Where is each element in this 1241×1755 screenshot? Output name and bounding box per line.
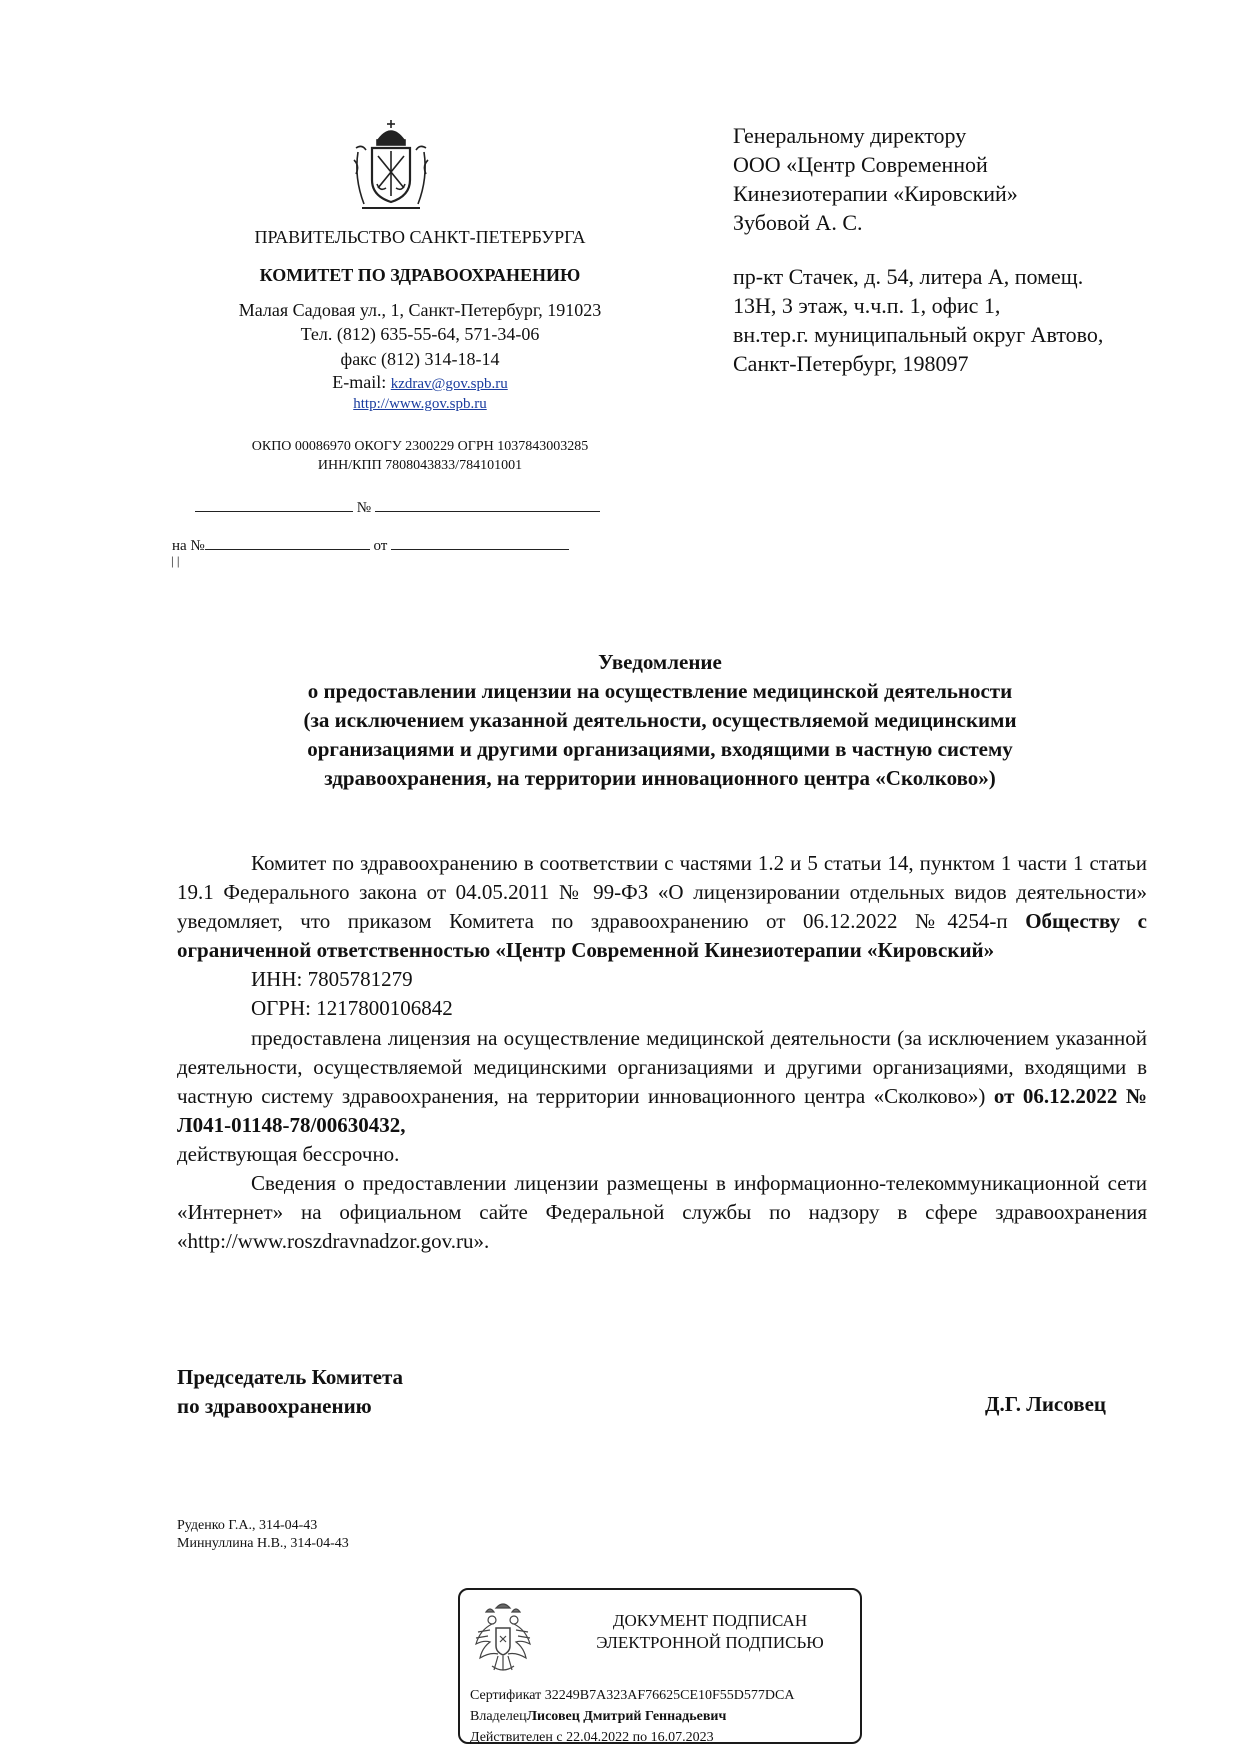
ot-label: от (373, 538, 388, 554)
stamp-header-line: ДОКУМЕНТ ПОДПИСАН (612, 1611, 808, 1630)
addressee-line: ООО «Центр Современной (733, 152, 988, 177)
licensee-inn: ИНН: 7805781279 (251, 967, 413, 992)
field-marks: | | (171, 553, 180, 568)
na-number-label: на № (172, 538, 205, 554)
addressee-line: Генеральному директору (733, 123, 967, 148)
certificate-validity: Действителен с 22.04.2022 по 16.07.2023 (470, 1730, 714, 1745)
email-link[interactable]: kzdrav@gov.spb.ru (390, 376, 508, 392)
outgoing-date-blank (195, 497, 353, 512)
executor-line: Миннуллина Н.В., 314-04-43 (177, 1536, 349, 1551)
document-body (177, 849, 1147, 1256)
stamp-header-line: ЭЛЕКТРОННОЙ ПОДПИСЬЮ (596, 1633, 824, 1652)
electronic-signature-stamp (458, 1588, 862, 1744)
position-line: Председатель Комитета (177, 1365, 404, 1389)
addressee-block (733, 121, 1103, 378)
spb-coat-of-arms-icon (350, 118, 432, 214)
owner-label: Владелец (470, 1709, 527, 1724)
addressee-address-line: вн.тер.г. муниципальный округ Автово, (733, 322, 1104, 347)
title-line: о предоставлении лицензии на осуществление медицинской деятельности (307, 679, 1013, 703)
committee-name: КОМИТЕТ ПО ЗДРАВООХРАНЕНИЮ (259, 265, 581, 285)
outgoing-registration-line (195, 497, 600, 517)
inn-kpp: ИНН/КПП 7808043833/784101001 (317, 458, 523, 473)
license-number: от 06.12.2022 № Л041-01148-78/00630432, (177, 1083, 1147, 1137)
addressee-line: Зубовой А. С. (733, 210, 863, 235)
title-line: Уведомление (598, 650, 722, 674)
stamp-details (470, 1685, 794, 1748)
title-line: здравоохранения, на территории инновационного центра «Сколково») (324, 766, 996, 790)
license-validity: действующая бессрочно. (177, 1141, 400, 1166)
outgoing-number-blank (375, 497, 600, 512)
sender-website-line (160, 395, 680, 413)
website-link[interactable]: http://www.gov.spb.ru (353, 396, 487, 412)
licensee-ogrn: ОГРН: 1217800106842 (251, 996, 453, 1021)
number-sign: № (356, 500, 372, 516)
body-paragraph-3: Сведения о предоставлении лицензии размещены в информационно-телекоммуникационной сети «Интернет» на официальном сайте Федеральной службы по надзору в сфере здравоохранения «http://www.roszdravnadzor.gov.ru». (177, 1171, 1147, 1254)
position-line: по здравоохранению (177, 1394, 372, 1418)
paragraph-2-text: предоставлена лицензия на осуществление медицинской деятельности (за исключением указанной деятельности, осуществляемой медицинскими организациями и другими организациями, входящими в частную систему здравоохранения, на территории инновационного центра «Сколково») (177, 1025, 1147, 1108)
body-paragraph-2 (177, 1024, 1147, 1140)
title-line: (за исключением указанной деятельности, осуществляемой медицинскими (303, 708, 1017, 732)
reference-number-blank (205, 535, 370, 550)
signatory-position (177, 1363, 403, 1421)
licensee-name: Обществу с ограниченной ответственностью «Центр Современной Кинезиотерапии «Кировский» (177, 909, 1147, 963)
title-line: организациями и другими организациями, входящими в частную систему (307, 737, 1013, 761)
document-title (160, 648, 1160, 793)
government-name: ПРАВИТЕЛЬСТВО САНКТ-ПЕТЕРБУРГА (254, 227, 586, 247)
executor-line: Руденко Г.А., 314-04-43 (177, 1518, 318, 1533)
sender-address: Малая Садовая ул., 1, Санкт-Петербург, 191023 (238, 300, 602, 320)
incoming-reference-line (172, 535, 569, 555)
addressee-line: Кинезиотерапии «Кировский» (733, 181, 1018, 206)
owner-name: Лисовец Дмитрий Геннадьевич (526, 1709, 727, 1724)
certificate-owner (470, 1706, 794, 1727)
paragraph-1-text: Комитет по здравоохранению в соответствии с частями 1.2 и 5 статьи 14, пунктом 1 части 1 статьи 19.1 Федерального закона от 04.05.2011 № 99-ФЗ «О лицензировании отдельных видов деятельности» уведомляет, что приказом Комитета по здравоохранению от 06.12.2022 №4254-п (177, 851, 1147, 934)
organization-codes: ОКПО 00086970 ОКОГУ 2300229 ОГРН 1037843003285 (251, 439, 589, 454)
russian-coat-of-arms-icon (472, 1600, 534, 1674)
sender-fax: факс (812) 314-18-14 (340, 349, 500, 369)
certificate-number: Сертификат 32249B7A323AF76625CE10F55D577DCA (470, 1688, 795, 1703)
signatory-name: Д.Г. Лисовец (985, 1392, 1106, 1416)
executors-block (177, 1517, 349, 1553)
reference-date-blank (391, 535, 569, 550)
addressee-address-line: пр-кт Стачек, д. 54, литера А, помещ. (733, 264, 1084, 289)
addressee-address-line: Санкт-Петербург, 198097 (733, 351, 969, 376)
email-label: E-mail: (332, 372, 391, 392)
sender-phone: Тел. (812) 635-55-64, 571-34-06 (300, 324, 540, 344)
body-paragraph-1 (177, 849, 1147, 965)
addressee-address-line: 13Н, 3 этаж, ч.ч.п. 1, офис 1, (733, 293, 1001, 318)
stamp-header (560, 1610, 860, 1654)
sender-email-line (160, 372, 680, 393)
